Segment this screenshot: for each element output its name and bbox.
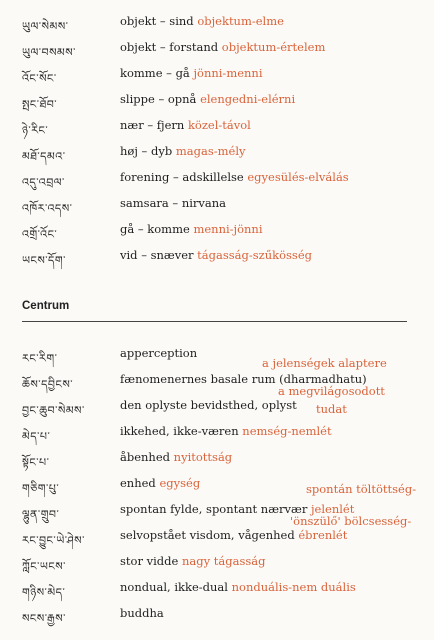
hungarian-translation: magas-mély bbox=[175, 144, 246, 158]
list-item bbox=[0, 118, 434, 138]
translation bbox=[120, 424, 332, 438]
danish-translation: spontan fylde, spontant nærvær bbox=[120, 502, 308, 516]
list-item bbox=[0, 606, 434, 626]
list-item bbox=[0, 66, 434, 86]
section-heading: Centrum bbox=[22, 300, 70, 312]
danish-translation: nondual, ikke-dual bbox=[120, 580, 228, 594]
list-item bbox=[0, 40, 434, 60]
danish-translation: ikkehed, ikke-væren bbox=[120, 424, 239, 438]
translation bbox=[120, 476, 200, 490]
tibetan-term: རང་བྱུང་ཡེ་ཤེས་ bbox=[22, 534, 85, 547]
danish-translation: buddha bbox=[120, 606, 164, 620]
tibetan-term: ཡུལ་སེམས་ bbox=[22, 20, 69, 33]
section-divider bbox=[22, 321, 407, 322]
danish-translation: forening – adskillelse bbox=[120, 170, 244, 184]
list-item bbox=[0, 424, 434, 444]
hungarian-translation: egyesülés-elválás bbox=[247, 170, 349, 184]
translation bbox=[120, 528, 347, 542]
list-item bbox=[0, 248, 434, 268]
translation bbox=[120, 222, 263, 236]
hungarian-translation: nyitottság bbox=[173, 450, 233, 464]
list-item bbox=[0, 196, 434, 216]
annotation-jelensegek: a jelenségek alaptere bbox=[262, 356, 387, 370]
translation bbox=[120, 170, 349, 184]
danish-translation: samsara – nirvana bbox=[120, 196, 227, 210]
tibetan-term: འགྲོ་འོང་ bbox=[22, 228, 58, 241]
annotation-spontan: spontán töltöttség- bbox=[306, 482, 417, 496]
tibetan-term: ཡངས་དོག་ bbox=[22, 254, 66, 267]
tibetan-term: ལྷུན་གྲུབ་ bbox=[22, 508, 60, 521]
danish-translation: apperception bbox=[120, 346, 198, 360]
translation bbox=[120, 66, 263, 80]
hungarian-translation: objektum-értelem bbox=[221, 40, 326, 54]
danish-translation: selvopstået visdom, vågenhed bbox=[120, 528, 295, 542]
tibetan-term: མེད་པ་ bbox=[22, 430, 51, 443]
tibetan-term: འདུ་འབྲལ་ bbox=[22, 176, 65, 189]
tibetan-term: རང་རིག་ bbox=[22, 352, 58, 365]
danish-translation: objekt – sind bbox=[120, 14, 194, 28]
tibetan-term: ཡུལ་བསམས་ bbox=[22, 46, 76, 59]
danish-translation: høj – dyb bbox=[120, 144, 173, 158]
list-item bbox=[0, 580, 434, 600]
translation bbox=[120, 248, 312, 262]
hungarian-translation: nemség-nemlét bbox=[242, 424, 332, 438]
tibetan-term: ཆོས་དབྱིངས་ bbox=[22, 378, 74, 391]
list-item bbox=[0, 92, 434, 112]
translation bbox=[120, 118, 251, 132]
annotation-onszulo: 'önszülő' bölcsesség- bbox=[290, 514, 412, 528]
danish-translation: den oplyste bevidsthed, oplyst bbox=[120, 398, 297, 412]
hungarian-translation: elengedni-elérni bbox=[200, 92, 296, 106]
translation bbox=[120, 554, 265, 568]
tibetan-term: འཁོར་འདས་ bbox=[22, 202, 73, 215]
translation bbox=[120, 144, 246, 158]
hungarian-translation: egység bbox=[159, 476, 201, 490]
tibetan-term: སྟོང་པ་ bbox=[22, 456, 50, 469]
danish-translation: gå – komme bbox=[120, 222, 190, 236]
hungarian-translation: nonduális-nem duális bbox=[231, 580, 356, 594]
tibetan-term: གཅིག་པུ་ bbox=[22, 482, 60, 495]
translation bbox=[120, 580, 356, 594]
hungarian-translation: jönni-menni bbox=[193, 66, 263, 80]
translation bbox=[120, 92, 295, 106]
tibetan-term: ཉེ་རིང་ bbox=[22, 124, 49, 137]
list-item bbox=[0, 222, 434, 242]
hungarian-translation: tágasság-szűkösség bbox=[197, 248, 313, 262]
list-item bbox=[0, 144, 434, 164]
tibetan-term: འོང་སོང་ bbox=[22, 72, 57, 85]
annotation-megvilagosodott: a megvilágosodott bbox=[278, 384, 385, 398]
tibetan-term: གཉིས་མེད་ bbox=[22, 586, 66, 599]
translation bbox=[120, 14, 284, 28]
list-item bbox=[0, 14, 434, 34]
hungarian-translation: ébrenlét bbox=[298, 528, 348, 542]
translation bbox=[120, 196, 226, 210]
translation bbox=[120, 450, 232, 464]
tibetan-term: མཐོ་དམའ་ bbox=[22, 150, 66, 163]
tibetan-term: སངས་རྒྱས་ bbox=[22, 612, 66, 625]
danish-translation: komme – gå bbox=[120, 66, 190, 80]
hungarian-translation: menni-jönni bbox=[193, 222, 263, 236]
hungarian-translation: közel-távol bbox=[187, 118, 251, 132]
hungarian-translation: nagy tágasság bbox=[181, 554, 266, 568]
list-item bbox=[0, 170, 434, 190]
tibetan-term: བྱང་ཆུབ་སེམས་ bbox=[22, 404, 85, 417]
annotation-tudat: tudat bbox=[316, 402, 347, 416]
tibetan-term: ཀློང་ཡངས་ bbox=[22, 560, 66, 573]
danish-translation: nær – fjern bbox=[120, 118, 185, 132]
danish-translation: åbenhed bbox=[120, 450, 171, 464]
danish-translation: fænomenernes basale rum (dharmadhatu) bbox=[120, 372, 367, 386]
danish-translation: vid – snæver bbox=[120, 248, 194, 262]
hungarian-translation: jelenlét bbox=[310, 502, 355, 516]
danish-translation: enhed bbox=[120, 476, 156, 490]
danish-translation: stor vidde bbox=[120, 554, 179, 568]
list-item bbox=[0, 528, 434, 548]
danish-translation: objekt – forstand bbox=[120, 40, 219, 54]
list-item bbox=[0, 554, 434, 574]
hungarian-translation: objektum-elme bbox=[197, 14, 284, 28]
danish-translation: slippe – opnå bbox=[120, 92, 197, 106]
list-item bbox=[0, 450, 434, 470]
tibetan-term: སྤང་ཐོབ་ bbox=[22, 98, 58, 111]
translation bbox=[120, 40, 325, 54]
list-item bbox=[0, 398, 434, 418]
